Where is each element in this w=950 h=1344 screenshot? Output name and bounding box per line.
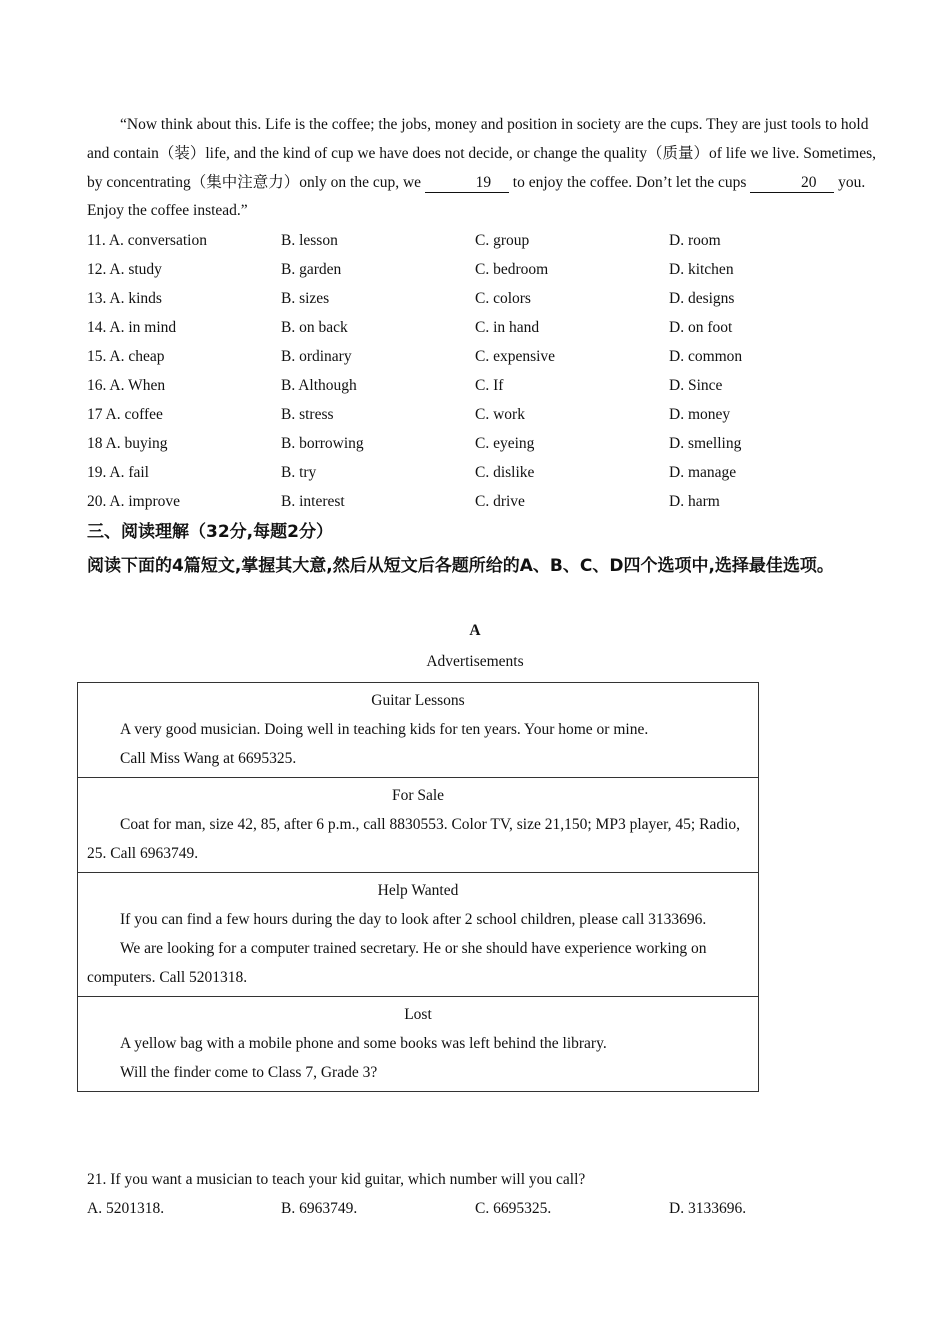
option-b: B. try: [281, 464, 317, 481]
option-a: 19. A. fail: [87, 464, 149, 481]
ad-text: If you can find a few hours during the day to look after 2 school children, please call 3133696.: [120, 911, 707, 928]
option-a: 16. A. When: [87, 377, 166, 394]
question-row: [87, 226, 877, 255]
option-d: D. harm: [669, 493, 720, 510]
ads-table: [77, 682, 759, 1092]
option-d: D. designs: [669, 290, 735, 307]
section-instruction: 阅读下面的4篇短文,掌握其大意,然后从短文后各题所给的A、B、C、D四个选项中,选择最佳选项。: [87, 556, 834, 576]
ad-text: A yellow bag with a mobile phone and some books was left behind the library.: [120, 1035, 607, 1052]
option-d: D. smelling: [669, 435, 742, 452]
ad-text: A very good musician. Doing well in teaching kids for ten years. Your home or mine.: [120, 721, 649, 738]
option-d: D. room: [669, 232, 721, 249]
option-a: A. 5201318.: [87, 1200, 165, 1217]
option-a: 18 A. buying: [87, 435, 168, 452]
question-row: [87, 284, 877, 313]
ad-title: Guitar Lessons: [371, 692, 465, 709]
option-c: C. work: [475, 406, 525, 423]
option-d: D. on foot: [669, 319, 733, 336]
option-b: B. stress: [281, 406, 334, 423]
passage-letter: A: [469, 622, 481, 639]
question-row: [87, 313, 877, 342]
passage-text: you. Enjoy the coffee instead.”: [87, 173, 866, 220]
question-text: 21. If you want a musician to teach your kid guitar, which number will you call?: [87, 1171, 586, 1188]
ad-text: Call Miss Wang at 6695325.: [120, 750, 297, 767]
option-a: 12. A. study: [87, 261, 162, 278]
option-b: B. garden: [281, 261, 342, 278]
option-a: 13. A. kinds: [87, 290, 162, 307]
option-a: 14. A. in mind: [87, 319, 177, 336]
option-a: 20. A. improve: [87, 493, 180, 510]
question-21: [87, 1165, 877, 1194]
option-b: B. ordinary: [281, 348, 352, 365]
ad-cell: [78, 873, 759, 997]
option-b: B. sizes: [281, 290, 330, 307]
blank-20: 20: [750, 174, 834, 193]
passage-title: Advertisements: [426, 653, 524, 670]
ad-cell: [78, 778, 759, 873]
option-b: B. lesson: [281, 232, 338, 249]
question-21-options: [87, 1194, 877, 1223]
question-row: [87, 487, 877, 516]
option-b: B. on back: [281, 319, 348, 336]
ad-cell: [78, 683, 759, 778]
blank-19: 19: [425, 174, 509, 193]
ad-text: Will the finder come to Class 7, Grade 3?: [120, 1064, 378, 1081]
ad-cell: [78, 997, 759, 1092]
question-row: [87, 342, 877, 371]
question-row: [87, 400, 877, 429]
passage-text: to enjoy the coffee. Don’t let the cups: [508, 173, 751, 191]
cloze-passage: [87, 111, 877, 226]
option-d: D. 3133696.: [669, 1200, 747, 1217]
option-c: C. If: [475, 377, 504, 394]
ad-title: For Sale: [391, 787, 445, 804]
option-b: B. borrowing: [281, 435, 364, 452]
passage-text: “Now think about this. Life is the coffee; the jobs, money and position in society are the cups. They are just tools to hold and contain（装）life, and the kind of cup we have does not decide, or change the quality（质量）of life we live. Sometimes, by concentrating（集中注意力）only on the cup, we: [87, 116, 876, 191]
question-row: [87, 458, 877, 487]
option-c: C. group: [475, 232, 530, 249]
option-d: D. kitchen: [669, 261, 734, 278]
option-c: C. expensive: [475, 348, 556, 365]
question-row: [87, 371, 877, 400]
ad-title: Lost: [404, 1006, 432, 1023]
option-a: 17 A. coffee: [87, 406, 163, 423]
option-d: D. manage: [669, 464, 737, 481]
question-row: [87, 255, 877, 284]
ad-text: We are looking for a computer trained secretary. He or she should have experience working on computers. Call 5201318.: [87, 940, 707, 986]
option-a: 11. A. conversation: [87, 232, 207, 249]
section-heading: 三、阅读理解（32分,每题2分）: [87, 522, 333, 542]
option-b: B. Although: [281, 377, 357, 394]
option-a: 15. A. cheap: [87, 348, 165, 365]
option-c: C. dislike: [475, 464, 535, 481]
option-c: C. drive: [475, 493, 525, 510]
ad-text: Coat for man, size 42, 85, after 6 p.m., call 8830553. Color TV, size 21,150; MP3 player, 45; Radio, 25. Call 6963749.: [87, 816, 741, 862]
option-d: D. Since: [669, 377, 723, 394]
option-c: C. eyeing: [475, 435, 535, 452]
option-d: D. money: [669, 406, 731, 423]
option-b: B. interest: [281, 493, 345, 510]
cloze-options: [87, 226, 877, 516]
option-d: D. common: [669, 348, 743, 365]
option-c: C. 6695325.: [475, 1200, 552, 1217]
option-c: C. bedroom: [475, 261, 549, 278]
option-b: B. 6963749.: [281, 1200, 358, 1217]
question-row: [87, 429, 877, 458]
option-c: C. colors: [475, 290, 531, 307]
ad-title: Help Wanted: [377, 882, 459, 899]
option-c: C. in hand: [475, 319, 540, 336]
